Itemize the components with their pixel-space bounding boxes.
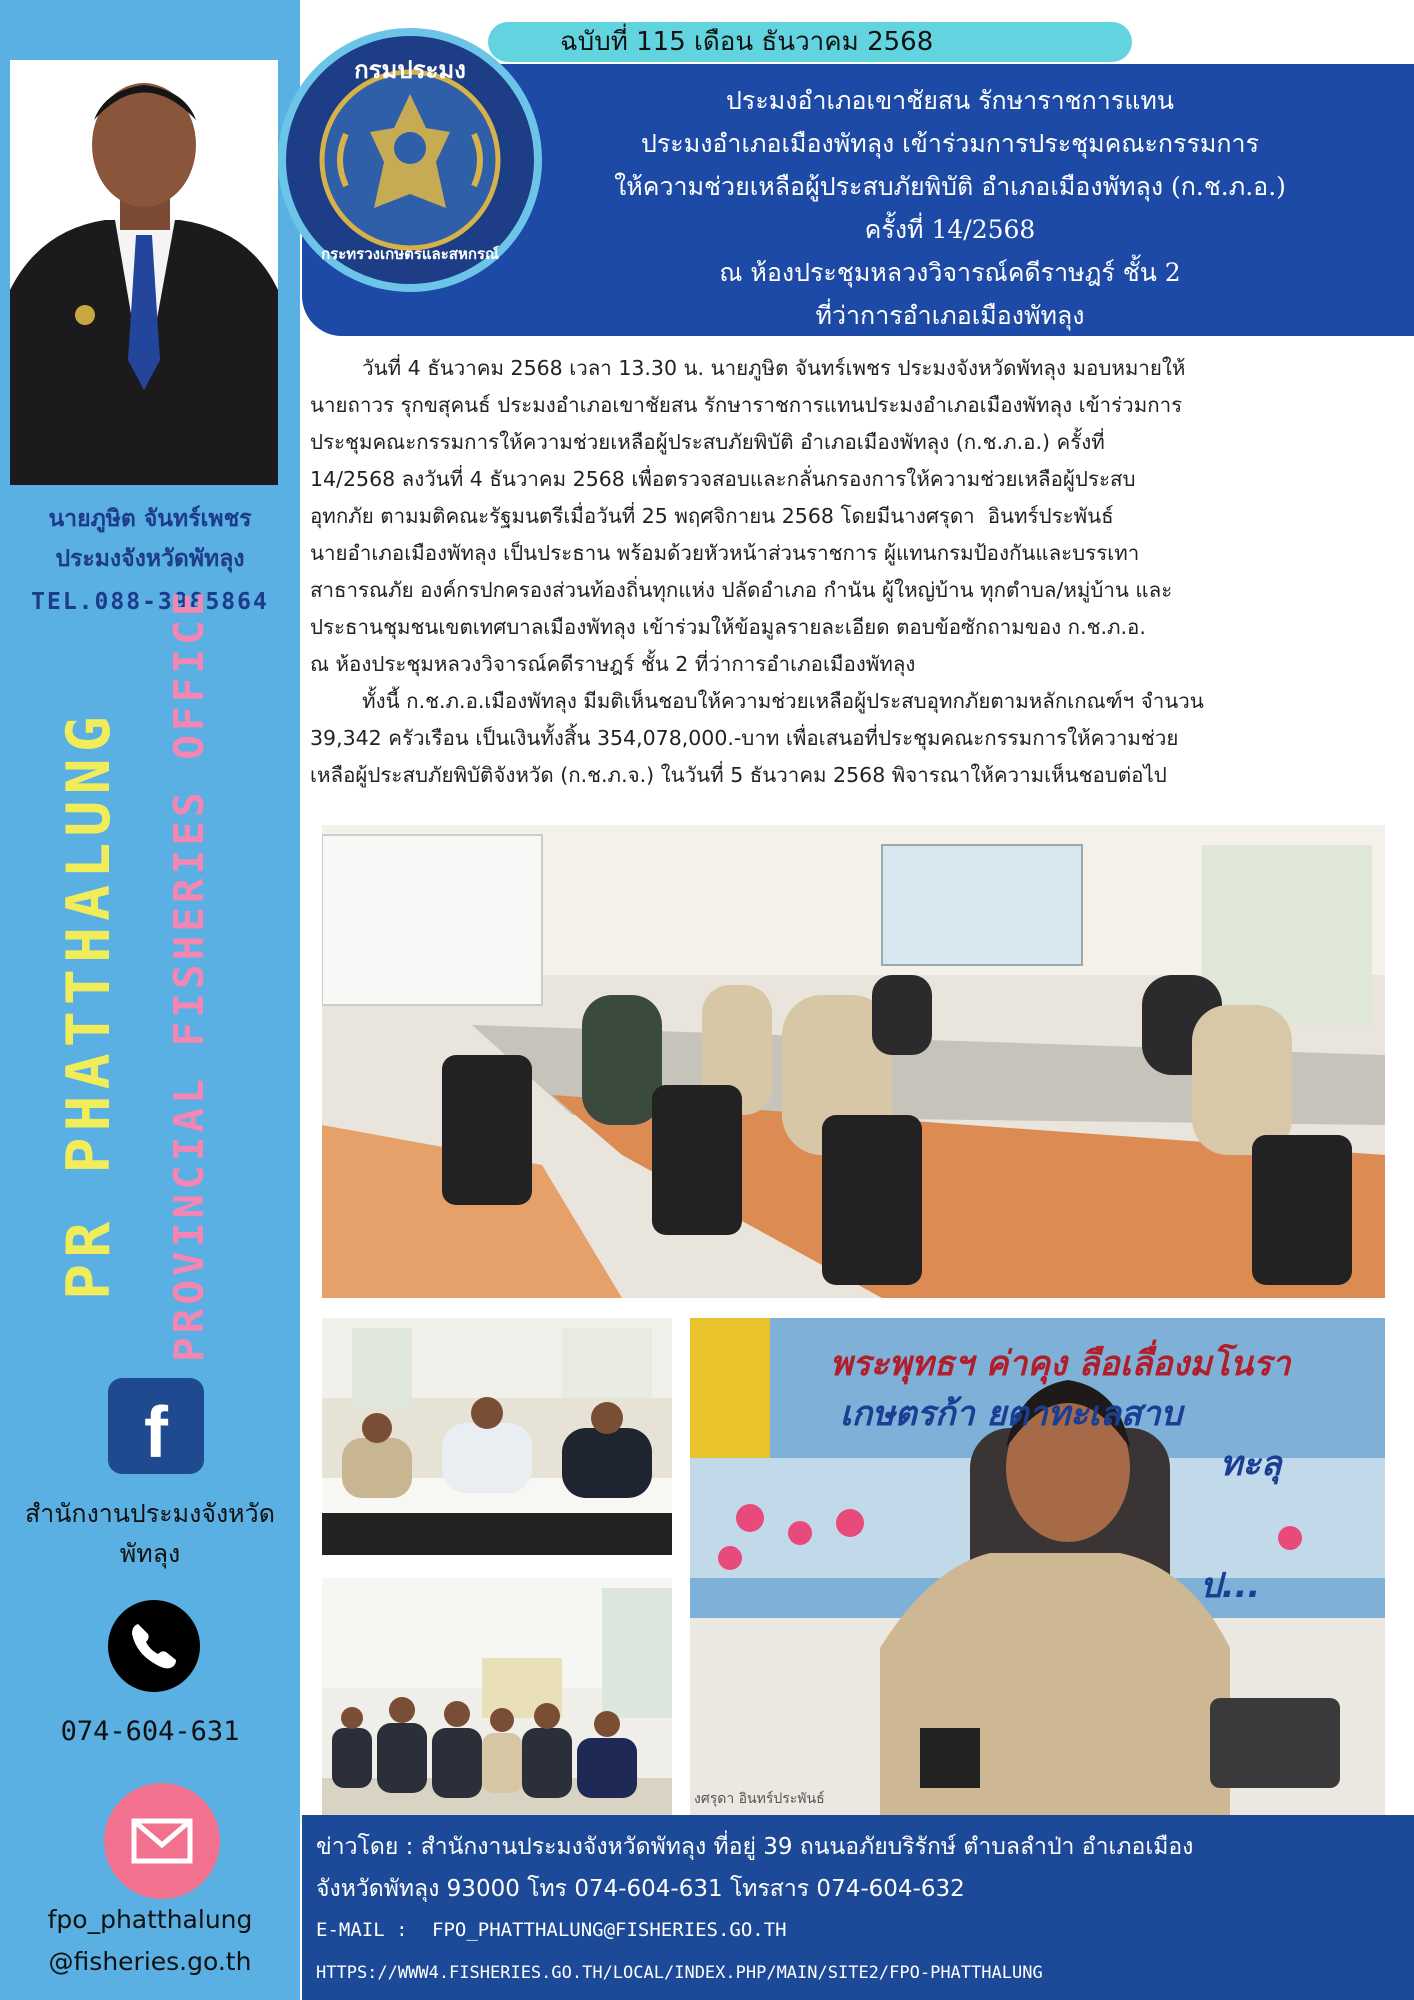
- mail-icon[interactable]: [104, 1783, 220, 1899]
- headline-line-6: ที่ว่าการอำเภอเมืองพัทลุง: [815, 301, 1085, 330]
- vertical-title-office: PROVINCIAL FISHERIES OFFICE: [165, 587, 213, 1362]
- body-line-11: 39,342 ครัวเรือน เป็นเงินทั้งสิ้น 354,078,000.-บาท เพื่อเสนอที่ประชุมคณะกรรมการให้ความช่วย: [310, 726, 1179, 750]
- body-line-5: อุทกภัย ตามมติคณะรัฐมนตรีเมื่อวันที่ 25 พฤศจิกายน 2568 โดยมีนางศรุดา อินทร์ประพันธ์: [310, 504, 1114, 528]
- banner-caption-4: ป...: [1200, 1566, 1261, 1606]
- meeting-photo-small-1: [322, 1318, 672, 1555]
- meeting-photo-main: [322, 825, 1385, 1298]
- footer-address-1: ข่าวโดย : สำนักงานประมงจังหวัดพัทลุง ที่อยู่ 39 ถนนอภัยบริรักษ์ ตำบลลำป่า อำเภอเมือง: [316, 1834, 1194, 1860]
- headline-line-1: ประมงอำเภอเขาชัยสน รักษาราชการแทน: [726, 86, 1174, 115]
- phone-number: 074-604-631: [60, 1716, 240, 1747]
- footer: [302, 1815, 1414, 2000]
- chairperson-photo: [690, 1318, 1385, 1815]
- body-line-2: นายถาวร รุกขสุคนธ์ ประมงอำเภอเขาชัยสน รักษาราชการแทนประมงอำเภอเมืองพัทลุง เข้าร่วมการ: [310, 393, 1183, 417]
- seal-top-text: กรมประมง: [354, 56, 466, 84]
- footer-email-label: E-MAIL :: [316, 1919, 408, 1941]
- department-seal-logo: [278, 28, 542, 292]
- body-line-10: ทั้งนี้ ก.ช.ภ.อ.เมืองพัทลุง มีมติเห็นชอบให้ความช่วยเหลือผู้ประสบอุทกภัยตามหลักเกณฑ์ฯ จำนวน: [310, 689, 1204, 713]
- body-line-4: 14/2568 ลงวันที่ 4 ธันวาคม 2568 เพื่อตรวจสอบและกลั่นกรองการให้ความช่วยเหลือผู้ประสบ: [310, 467, 1136, 491]
- email-line-1: fpo_phatthalung: [47, 1905, 253, 1934]
- seal-bottom-text: กระทรวงเกษตรและสหกรณ์: [321, 245, 499, 263]
- banner-caption-2: เกษตรก้า ยตาทะเลสาบ: [840, 1394, 1183, 1434]
- facebook-icon[interactable]: f: [108, 1378, 204, 1474]
- body-line-3: ประชุมคณะกรรมการให้ความช่วยเหลือผู้ประสบภัยพิบัติ อำเภอเมืองพัทลุง (ก.ช.ภ.อ.) ครั้งที่: [310, 430, 1105, 454]
- email-line-2: @fisheries.go.th: [48, 1947, 252, 1976]
- footer-url[interactable]: HTTPS://WWW4.FISHERIES.GO.TH/LOCAL/INDEX.PHP/MAIN/SITE2/FPO-PHATTHALUNG: [316, 1963, 1043, 1983]
- sidebar: [0, 0, 300, 2000]
- facebook-label: สำนักงานประมงจังหวัดพัทลุง: [25, 1499, 275, 1568]
- body-line-7: สาธารณภัย องค์กรปกครองส่วนท้องถิ่นทุกแห่ง ปลัดอำเภอ กำนัน ผู้ใหญ่บ้าน ทุกตำบล/หมู่บ้าน และ: [310, 578, 1173, 602]
- director-position: ประมงจังหวัดพัทลุง: [55, 546, 245, 572]
- director-tel: TEL.088-3985864: [31, 589, 269, 615]
- issue-label: ฉบับที่ 115 เดือน ธันวาคม 2568: [560, 27, 934, 57]
- headline-line-3: ให้ความช่วยเหลือผู้ประสบภัยพิบัติ อำเภอเมืองพัทลุง (ก.ช.ภ.อ.): [614, 172, 1286, 201]
- headline-line-2: ประมงอำเภอเมืองพัทลุง เข้าร่วมการประชุมคณะกรรมการ: [641, 129, 1259, 158]
- headline-line-4: ครั้งที่ 14/2568: [864, 215, 1036, 244]
- body-line-8: ประธานชุมชนเขตเทศบาลเมืองพัทลุง เข้าร่วมให้ข้อมูลรายละเอียด ตอบข้อซักถามของ ก.ช.ภ.อ.: [310, 615, 1146, 639]
- nameplate-caption: งศรุดา อินทร์ประพันธ์: [694, 1791, 825, 1807]
- headline-line-5: ณ ห้องประชุมหลวงวิจารณ์คดีราษฎร์ ชั้น 2: [719, 258, 1181, 287]
- footer-address-2: จังหวัดพัทลุง 93000 โทร 074-604-631 โทรสาร 074-604-632: [316, 1876, 965, 1902]
- body-line-9: ณ ห้องประชุมหลวงวิจารณ์คดีราษฎร์ ชั้น 2 ที่ว่าการอำเภอเมืองพัทลุง: [310, 652, 916, 676]
- vertical-title-pr: PR PHATTHALUNG: [54, 710, 124, 1300]
- director-name: นายภูษิต จันทร์เพชร: [48, 506, 252, 532]
- body-line-6: นายอำเภอเมืองพัทลุง เป็นประธาน พร้อมด้วยหัวหน้าส่วนราชการ ผู้แทนกรมป้องกันและบรรเทา: [310, 541, 1140, 565]
- body-line-1: วันที่ 4 ธันวาคม 2568 เวลา 13.30 น. นายภูษิต จันทร์เพชร ประมงจังหวัดพัทลุง มอบหมายให้: [310, 356, 1186, 380]
- banner-caption-3: ทะลุ: [1220, 1444, 1282, 1484]
- body-line-12: เหลือผู้ประสบภัยพิบัติจังหวัด (ก.ช.ภ.จ.) ในวันที่ 5 ธันวาคม 2568 พิจารณาให้ความเห็นชอบต่อไป: [310, 763, 1167, 787]
- phone-icon[interactable]: [108, 1600, 200, 1692]
- portrait-photo: [10, 60, 278, 485]
- footer-email[interactable]: FPO_PHATTHALUNG@FISHERIES.GO.TH: [432, 1919, 787, 1941]
- banner-caption-1: พระพุทธฯ ค่าคุง ลือเลื่องมโนรา: [830, 1344, 1291, 1384]
- meeting-photo-small-2: [322, 1578, 672, 1815]
